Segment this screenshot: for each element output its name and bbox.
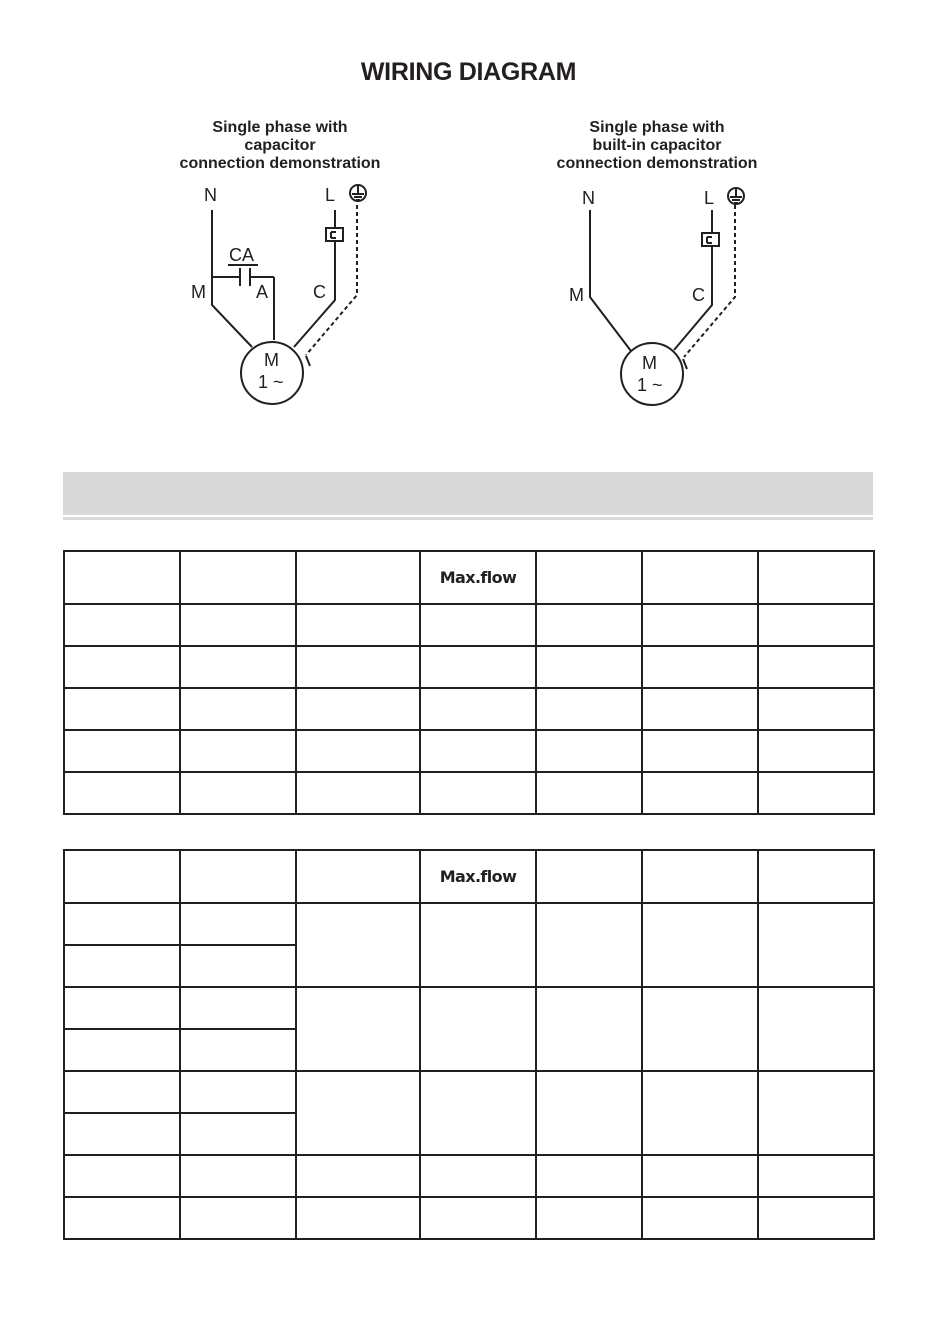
table-cell-merged xyxy=(296,987,420,1071)
ground-icon xyxy=(350,185,366,201)
table-header-row xyxy=(64,850,874,903)
table-cell xyxy=(642,1197,758,1239)
ground-terminal xyxy=(683,359,687,369)
thermal-protector-icon xyxy=(702,233,719,246)
table-cell xyxy=(642,551,758,604)
table-cell-merged xyxy=(420,987,536,1071)
caption-line: capacitor xyxy=(244,137,316,154)
table-cell xyxy=(642,850,758,903)
table-cell xyxy=(64,688,180,730)
table-cell xyxy=(536,1197,642,1239)
table-cell xyxy=(758,646,874,688)
label-l: L xyxy=(325,185,336,205)
table-cell-merged xyxy=(642,987,758,1071)
table-cell xyxy=(64,730,180,772)
table-cell xyxy=(180,850,296,903)
label-m: M xyxy=(569,285,584,305)
table-cell xyxy=(296,1197,420,1239)
table-cell xyxy=(180,945,296,987)
table-cell-merged xyxy=(296,903,420,987)
table-cell xyxy=(180,1197,296,1239)
table-cell xyxy=(642,688,758,730)
table-cell xyxy=(758,688,874,730)
table-cell-merged xyxy=(758,1071,874,1155)
table-cell xyxy=(64,1155,180,1197)
table-cell xyxy=(64,1197,180,1239)
label-m: M xyxy=(191,282,206,302)
table-cell xyxy=(180,1071,296,1113)
table-cell xyxy=(536,688,642,730)
table-cell xyxy=(758,551,874,604)
section-divider xyxy=(63,517,873,520)
table-cell xyxy=(180,551,296,604)
table-cell xyxy=(180,987,296,1029)
table-cell-merged xyxy=(296,1071,420,1155)
table-cell xyxy=(536,772,642,814)
label-c: C xyxy=(692,285,705,305)
table-cell xyxy=(296,646,420,688)
table-cell-merged xyxy=(758,903,874,987)
table-cell-merged xyxy=(642,903,758,987)
spec-table-top xyxy=(63,550,875,815)
table-cell xyxy=(296,772,420,814)
caption-line: connection demonstration xyxy=(179,155,381,172)
table-cell xyxy=(420,730,536,772)
table-cell xyxy=(64,646,180,688)
table-cell xyxy=(180,730,296,772)
neutral-wire xyxy=(212,210,255,347)
table-cell xyxy=(64,772,180,814)
table-cell xyxy=(64,945,180,987)
table-cell xyxy=(420,772,536,814)
right-wiring-diagram xyxy=(590,188,744,405)
table-cell xyxy=(536,850,642,903)
table-cell xyxy=(296,604,420,646)
table-cell xyxy=(180,772,296,814)
table-cell xyxy=(642,604,758,646)
table-cell xyxy=(536,730,642,772)
left-wiring-diagram xyxy=(212,185,366,404)
table-cell xyxy=(758,772,874,814)
table-cell xyxy=(758,730,874,772)
ground-icon xyxy=(728,188,744,204)
table-cell xyxy=(642,646,758,688)
table-cell xyxy=(536,646,642,688)
table-row xyxy=(64,903,874,945)
table-cell-merged xyxy=(536,903,642,987)
table-row xyxy=(64,1197,874,1239)
table-cell xyxy=(420,1197,536,1239)
table-cell xyxy=(536,1155,642,1197)
table-cell xyxy=(420,1155,536,1197)
table-cell xyxy=(180,1155,296,1197)
label-l: L xyxy=(704,188,715,208)
table-cell xyxy=(536,551,642,604)
table-cell xyxy=(296,1155,420,1197)
table-cell xyxy=(420,604,536,646)
thermal-protector-icon xyxy=(326,228,343,241)
label-a: A xyxy=(256,282,269,302)
spec-table-bottom xyxy=(63,849,875,1240)
table-row xyxy=(64,646,874,688)
table-cell xyxy=(180,1029,296,1071)
wiring-diagrams xyxy=(0,0,937,460)
table-cell xyxy=(64,1113,180,1155)
table-cell xyxy=(64,903,180,945)
table-cell xyxy=(64,604,180,646)
max-flow-header: Max.flow xyxy=(420,850,536,903)
max-flow-header: Max.flow xyxy=(420,551,536,604)
neutral-wire xyxy=(590,210,631,351)
caption-line: Single phase with xyxy=(212,119,348,136)
label-ca: CA xyxy=(229,245,255,265)
table-cell xyxy=(642,1155,758,1197)
table-cell xyxy=(64,1071,180,1113)
table-cell xyxy=(642,772,758,814)
table-cell-merged xyxy=(536,1071,642,1155)
table-row xyxy=(64,604,874,646)
table-cell xyxy=(180,1113,296,1155)
table-cell-merged xyxy=(536,987,642,1071)
table-cell xyxy=(64,1029,180,1071)
ground-terminal xyxy=(306,356,310,366)
table-cell xyxy=(420,646,536,688)
page-title: WIRING DIAGRAM xyxy=(360,58,577,86)
table-cell xyxy=(758,850,874,903)
table-cell xyxy=(296,850,420,903)
label-n: N xyxy=(582,188,595,208)
motor-label-bottom: 1 ~ xyxy=(258,372,284,392)
table-header-row xyxy=(64,551,874,604)
table-cell xyxy=(180,604,296,646)
table-cell xyxy=(64,987,180,1029)
section-band xyxy=(63,472,873,515)
table-cell-merged xyxy=(420,1071,536,1155)
table-cell-merged xyxy=(420,903,536,987)
table-cell xyxy=(536,604,642,646)
table-row xyxy=(64,688,874,730)
table-cell xyxy=(758,1197,874,1239)
table-cell-merged xyxy=(642,1071,758,1155)
label-c: C xyxy=(313,282,326,302)
ground-wire xyxy=(684,205,735,357)
table-cell xyxy=(758,604,874,646)
table-cell xyxy=(758,1155,874,1197)
motor-label-top: M xyxy=(264,350,279,370)
table-cell xyxy=(296,730,420,772)
table-row xyxy=(64,1155,874,1197)
caption-line: connection demonstration xyxy=(556,155,758,172)
table-row xyxy=(64,1071,874,1113)
table-cell-merged xyxy=(758,987,874,1071)
caption-line: built-in capacitor xyxy=(592,137,722,154)
table-cell xyxy=(420,688,536,730)
motor-label-top: M xyxy=(642,353,657,373)
table-row xyxy=(64,772,874,814)
table-cell xyxy=(64,551,180,604)
table-cell xyxy=(180,646,296,688)
table-cell xyxy=(296,551,420,604)
table-cell xyxy=(296,688,420,730)
motor-label-bottom: 1 ~ xyxy=(637,375,663,395)
table-row xyxy=(64,987,874,1029)
label-n: N xyxy=(204,185,217,205)
caption-line: Single phase with xyxy=(589,119,725,136)
table-row xyxy=(64,730,874,772)
table-cell xyxy=(642,730,758,772)
table-cell xyxy=(64,850,180,903)
table-cell xyxy=(180,903,296,945)
table-cell xyxy=(180,688,296,730)
